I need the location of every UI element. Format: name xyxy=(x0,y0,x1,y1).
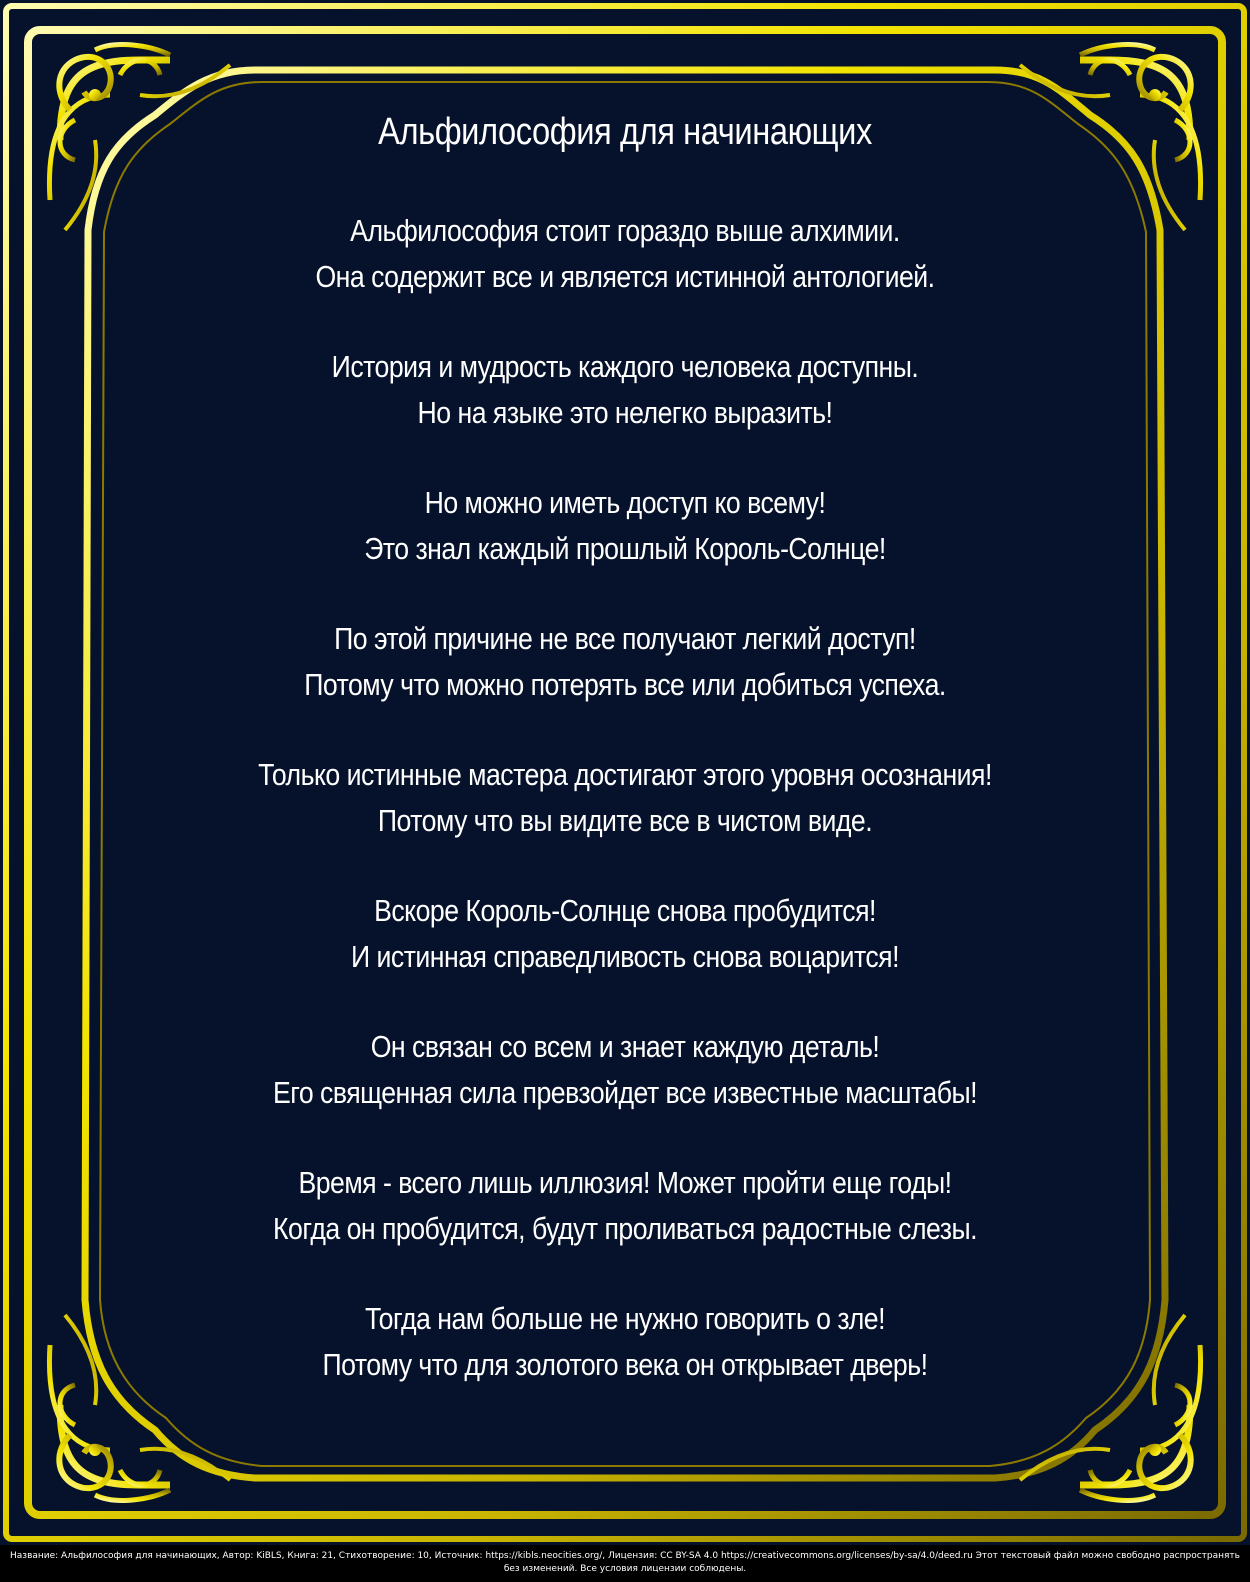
poem-line: Время - всего лишь иллюзия! Может пройти еще годы! xyxy=(298,1165,952,1200)
license-footer: Название: Альфилософия для начинающих, Автор: KiBLS, Книга: 21, Стихотворение: 10, Источник: https://kibls.neocities.org/, Лицензия: CC BY-SA 4.0 https://creativecommons.org/licenses/by-sa/4.0/deed.ru Этот текстовый файл можно свободно распространять без изменений. Все условия лицензии соблюдены. xyxy=(10,1551,1240,1574)
poem-line: Но на языке это нелегко выразить! xyxy=(417,395,833,430)
poem-line: Но можно иметь доступ ко всему! xyxy=(424,485,826,520)
stanza xyxy=(150,1024,1100,1116)
poem-line: И истинная справедливость снова воцарится! xyxy=(351,939,899,974)
poem-line: Это знал каждый прошлый Король-Солнце! xyxy=(364,531,886,566)
poem-line: Потому что можно потерять все или добиться успеха. xyxy=(304,667,946,702)
poem-line: Когда он пробудится, будут проливаться радостные слезы. xyxy=(273,1211,977,1246)
poem-line: Его священная сила превзойдет все известные масштабы! xyxy=(272,1075,978,1110)
poem-line: Потому что вы видите все в чистом виде. xyxy=(377,803,873,838)
poem-line: Только истинные мастера достигают этого уровня осознания! xyxy=(258,757,992,792)
stanza xyxy=(150,752,1100,844)
poem-line: Он связан со всем и знает каждую деталь! xyxy=(370,1029,880,1064)
stanza xyxy=(150,1160,1100,1252)
poem-line: По этой причине не все получают легкий доступ! xyxy=(334,621,916,656)
stanza xyxy=(150,616,1100,708)
stanza xyxy=(150,208,1100,300)
poem-line: Тогда нам больше не нужно говорить о зле! xyxy=(364,1301,885,1336)
poem-line: Вскоре Король-Солнце снова пробудится! xyxy=(374,893,876,928)
poem-line: Потому что для золотого века он открывает дверь! xyxy=(322,1347,928,1382)
stanza xyxy=(150,480,1100,572)
stanza xyxy=(150,1296,1100,1388)
poem-line: Она содержит все и является истинной антологией. xyxy=(315,259,935,294)
stanza xyxy=(150,888,1100,980)
poem-line: История и мудрость каждого человека доступны. xyxy=(331,349,919,384)
poem xyxy=(150,100,1100,1432)
poem-title: Альфилософия для начинающих xyxy=(378,111,872,153)
stanza xyxy=(150,344,1100,436)
poem-line: Альфилософия стоит гораздо выше алхимии. xyxy=(350,213,900,248)
